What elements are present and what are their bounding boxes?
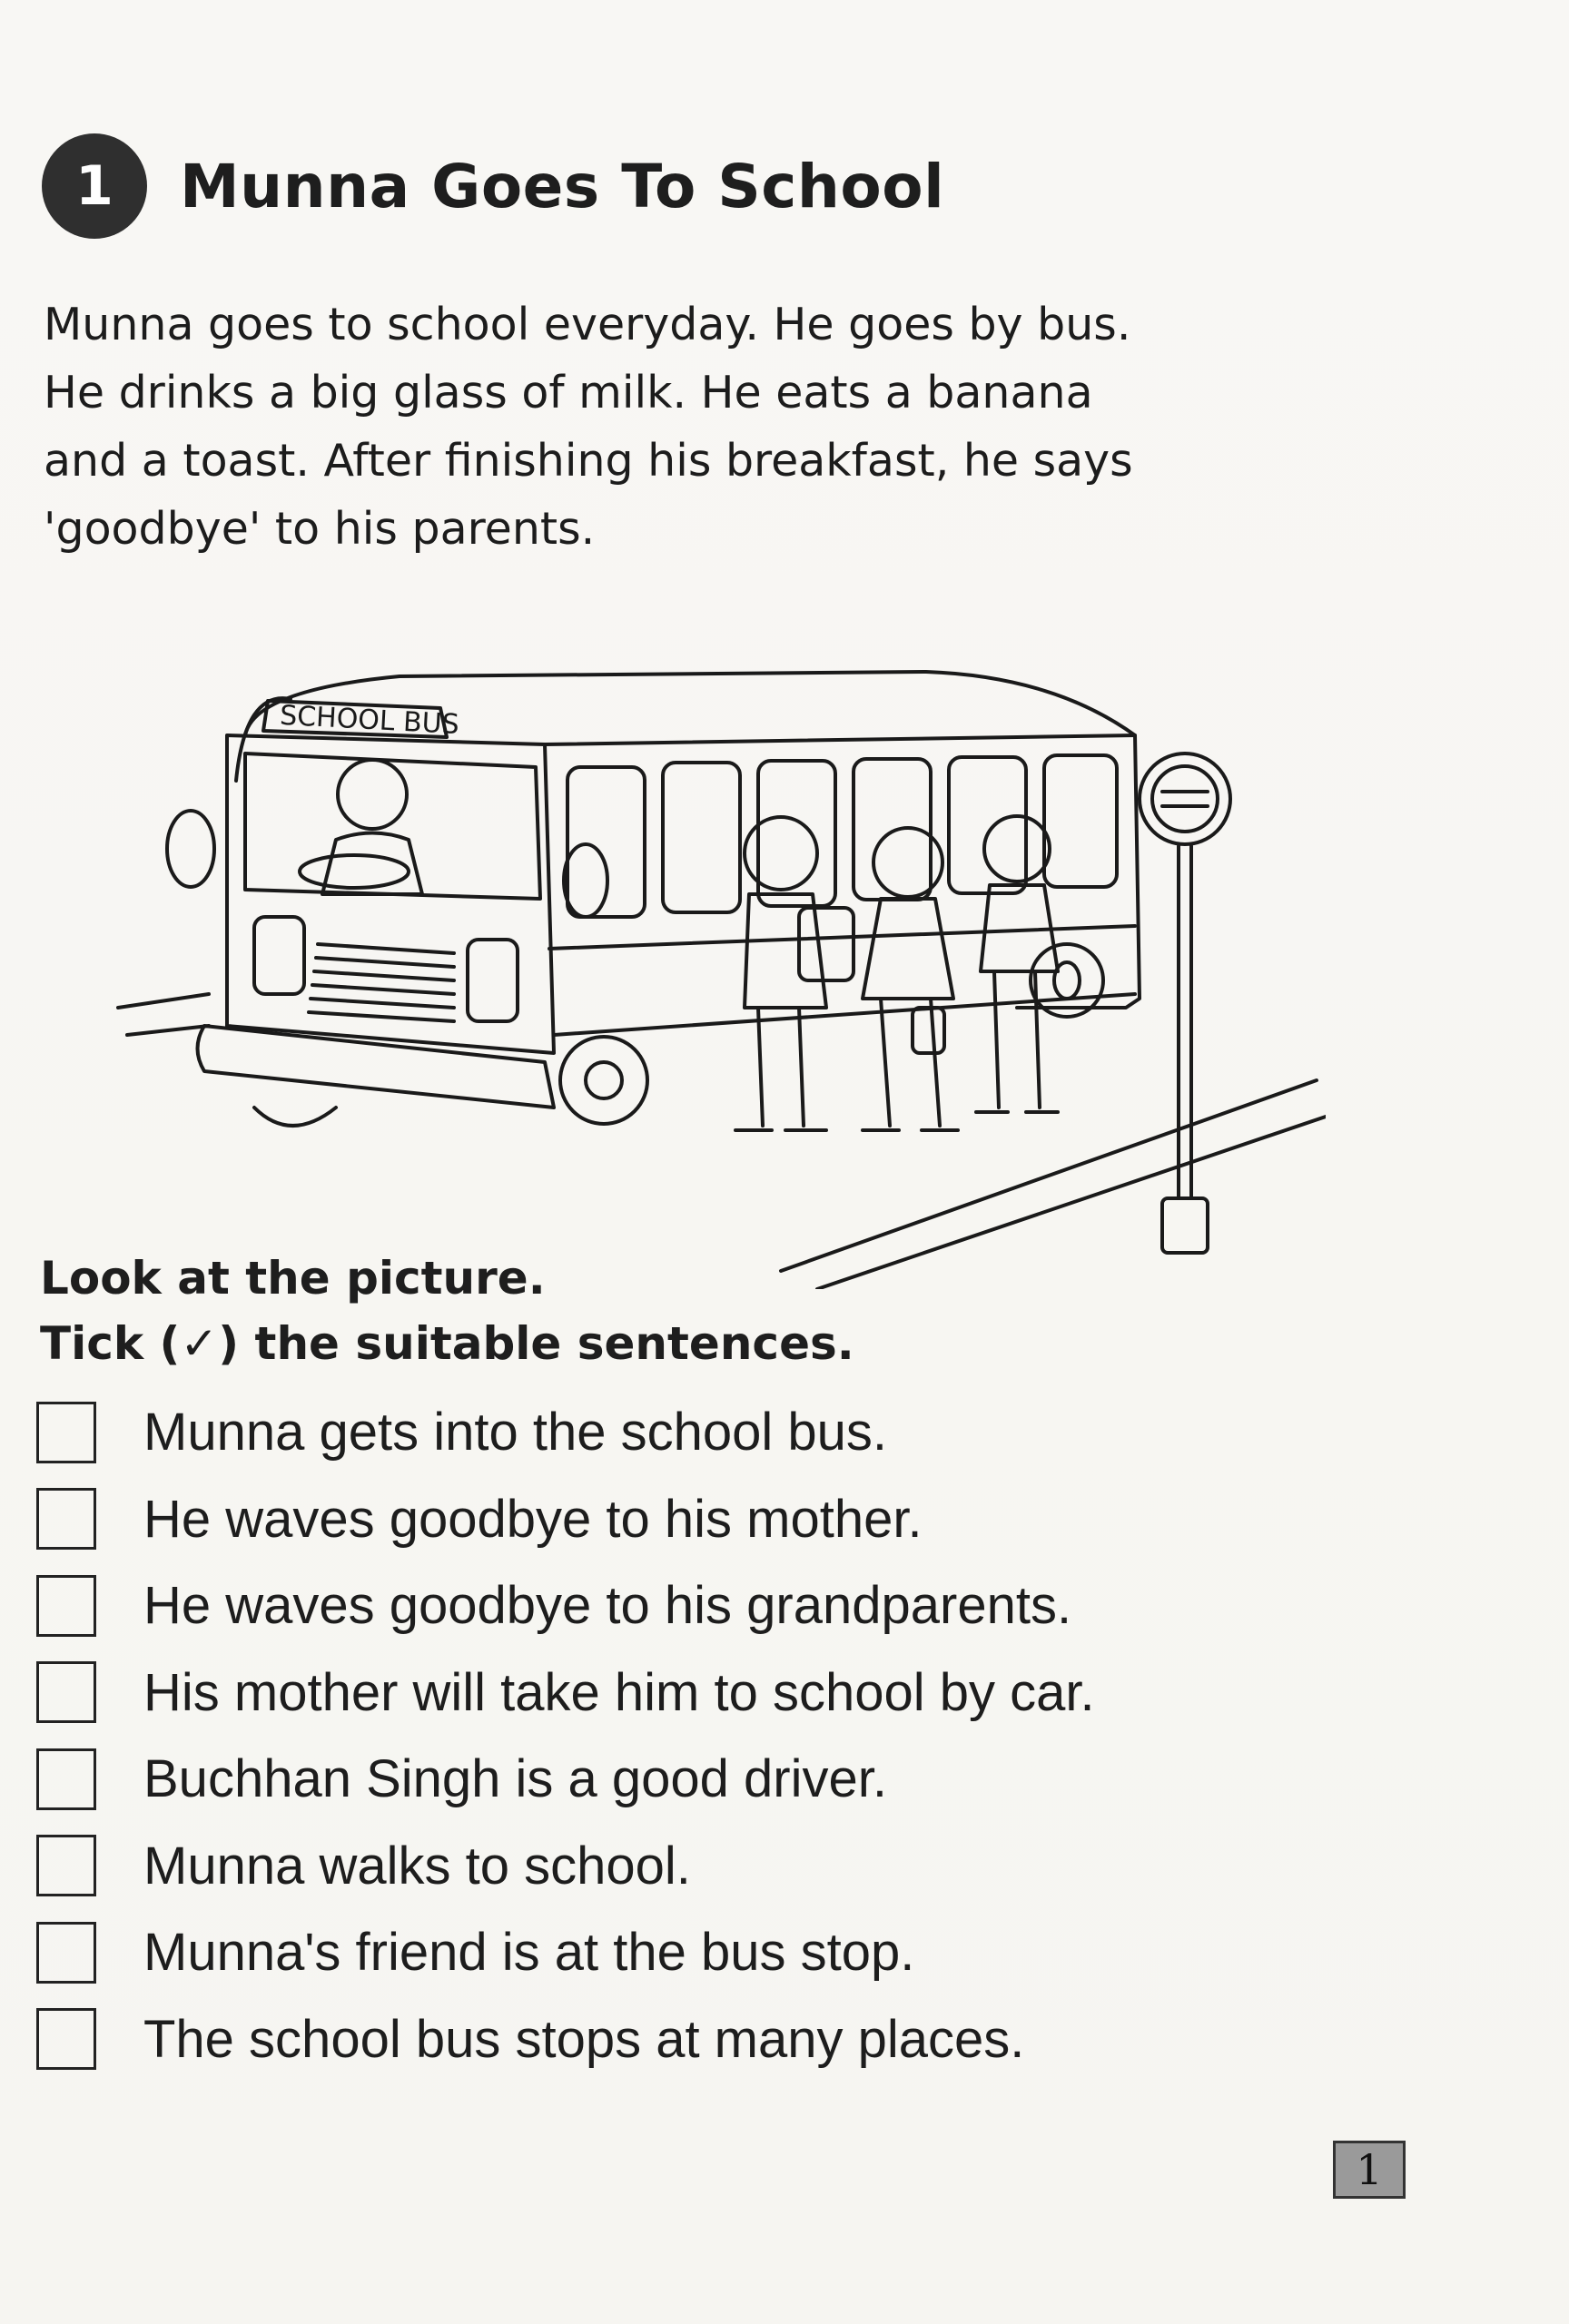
passage-line: and a toast. After finishing his breakfast, he says bbox=[44, 435, 1133, 487]
bus-stop-pole bbox=[1179, 846, 1191, 1198]
checklist-item bbox=[36, 1736, 1308, 1823]
checklist-sentence: Munna walks to school. bbox=[143, 1836, 691, 1896]
checklist-item bbox=[36, 1823, 1308, 1910]
passage-line: 'goodbye' to his parents. bbox=[44, 503, 596, 555]
bus-wheel-rear-front bbox=[560, 1037, 647, 1124]
checklist-sentence: Munna gets into the school bus. bbox=[143, 1403, 887, 1462]
checklist-item bbox=[36, 1389, 1308, 1476]
tick-checkbox[interactable] bbox=[36, 1835, 96, 1896]
school-bus-illustration bbox=[109, 635, 1326, 1289]
tick-checklist bbox=[36, 1389, 1308, 2083]
bus-mirror-right bbox=[564, 844, 607, 917]
checklist-sentence: His mother will take him to school by car. bbox=[143, 1662, 1095, 1722]
driver-figure bbox=[338, 760, 407, 829]
checklist-item bbox=[36, 1909, 1308, 1996]
bus-headlight-left bbox=[254, 917, 304, 994]
bus-windshield bbox=[245, 753, 540, 899]
checklist-sentence: He waves goodbye to his mother. bbox=[143, 1489, 923, 1549]
checklist-item bbox=[36, 1649, 1308, 1737]
passage-line: Munna goes to school everyday. He goes by bus. bbox=[44, 299, 1131, 350]
tick-checkbox[interactable] bbox=[36, 1575, 96, 1637]
road-line-left bbox=[118, 994, 209, 1008]
lesson-number-badge: 1 bbox=[42, 133, 147, 239]
lesson-header bbox=[42, 127, 944, 245]
bus-wheel-front bbox=[254, 1108, 336, 1126]
bus-mirror-left bbox=[167, 811, 214, 887]
lesson-title: Munna Goes To School bbox=[180, 151, 945, 222]
instruction-line: Look at the picture. bbox=[40, 1252, 546, 1305]
tick-checkbox[interactable] bbox=[36, 1402, 96, 1463]
tick-checkbox[interactable] bbox=[36, 1922, 96, 1984]
bus-sign-text: SCHOOL BUS bbox=[279, 699, 460, 742]
tick-checkbox[interactable] bbox=[36, 1748, 96, 1810]
tick-checkbox[interactable] bbox=[36, 1488, 96, 1550]
checklist-item bbox=[36, 1562, 1308, 1649]
road-line-right bbox=[781, 1080, 1317, 1271]
instructions bbox=[40, 1246, 854, 1376]
children-figures bbox=[735, 816, 1058, 1130]
checklist-sentence: Buchhan Singh is a good driver. bbox=[143, 1749, 887, 1809]
checklist-sentence: The school bus stops at many places. bbox=[143, 2009, 1025, 2069]
tick-checkbox[interactable] bbox=[36, 2008, 96, 2070]
checklist-sentence: Munna's friend is at the bus stop. bbox=[143, 1923, 915, 1983]
tick-checkbox[interactable] bbox=[36, 1661, 96, 1723]
bus-headlight-right bbox=[468, 940, 518, 1021]
instruction-line: Tick (✓) the suitable sentences. bbox=[40, 1317, 854, 1370]
passage-line: He drinks a big glass of milk. He eats a banana bbox=[44, 367, 1093, 419]
checklist-sentence: He waves goodbye to his grandparents. bbox=[143, 1576, 1072, 1636]
page-number: 1 bbox=[1333, 2141, 1406, 2199]
checklist-item bbox=[36, 1476, 1308, 1563]
checklist-item bbox=[36, 1996, 1308, 2083]
reading-passage bbox=[44, 290, 1297, 563]
